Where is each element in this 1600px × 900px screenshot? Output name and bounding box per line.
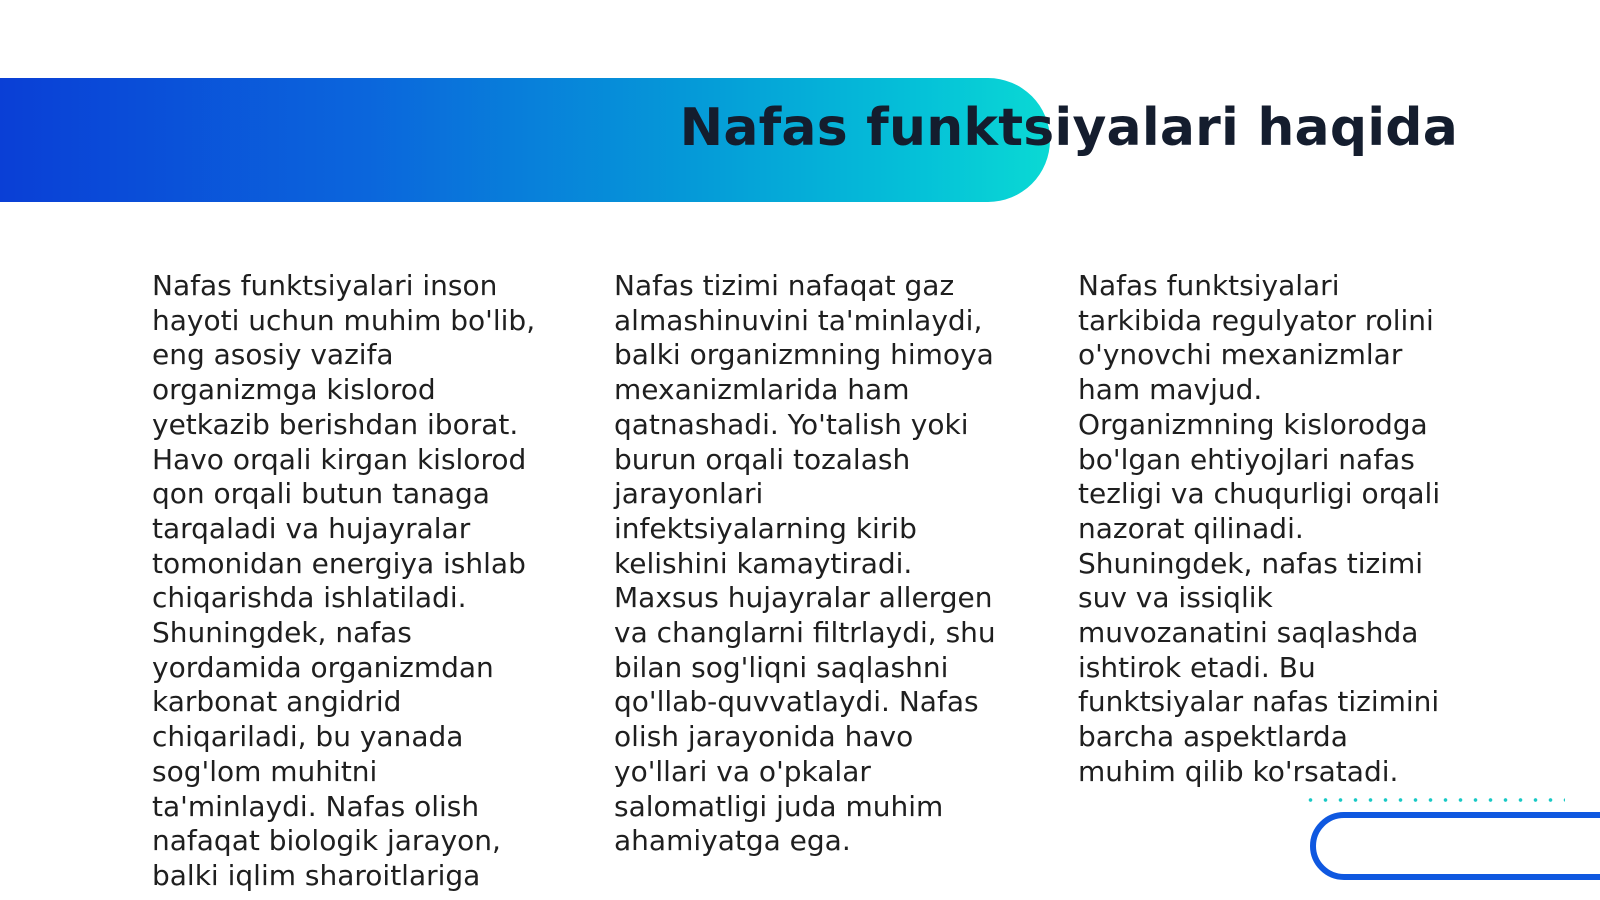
text-column-1: Nafas funktsiyalari inson hayoti uchun muhim bo'lib, eng asosiy vazifa organizmga kislorod yetkazib berishdan iborat. Havo orqali kirgan kislorod qon orqali butun tanaga tarqaladi va hujayralar tomonidan energiya ishlab chiqarishda ishlatiladi. Shuningdek, nafas yordamida organizmdan karbonat angidrid chiqariladi, bu yanada sog'lom muhitni ta'minlaydi. Nafas olish nafaqat biologik jarayon, balki iqlim sharoitlariga [152, 269, 536, 892]
slide-title: Nafas funktsiyalari haqida [679, 98, 1458, 158]
text-column-2: Nafas tizimi nafaqat gaz almashinuvini ta'minlaydi, balki organizmning himoya mexanizmlarida ham qatnashadi. Yo'talish yoki burun orqali tozalash jarayonlari infektsiyalarning kirib kelishini kamaytiradi. Maxsus hujayralar allergen va changlarni filtrlaydi, shu bilan sog'liqni saqlashni qo'llab-quvvatlaydi. Nafas olish jarayonida havo yo'llari va o'pkalar salomatligi juda muhim ahamiyatga ega. [614, 269, 996, 858]
decorative-dots [1303, 796, 1565, 804]
decorative-pill-outline [1310, 812, 1600, 880]
text-column-3: Nafas funktsiyalari tarkibida regulyator rolini o'ynovchi mexanizmlar ham mavjud. Organizmning kislorodga bo'lgan ehtiyojlari nafas tezligi va chuqurligi orqali nazorat qilinadi. Shuningdek, nafas tizimi suv va issiqlik muvozanatini saqlashda ishtirok etadi. Bu funktsiyalar nafas tizimini barcha aspektlarda muhim qilib ko'rsatadi. [1078, 269, 1441, 788]
